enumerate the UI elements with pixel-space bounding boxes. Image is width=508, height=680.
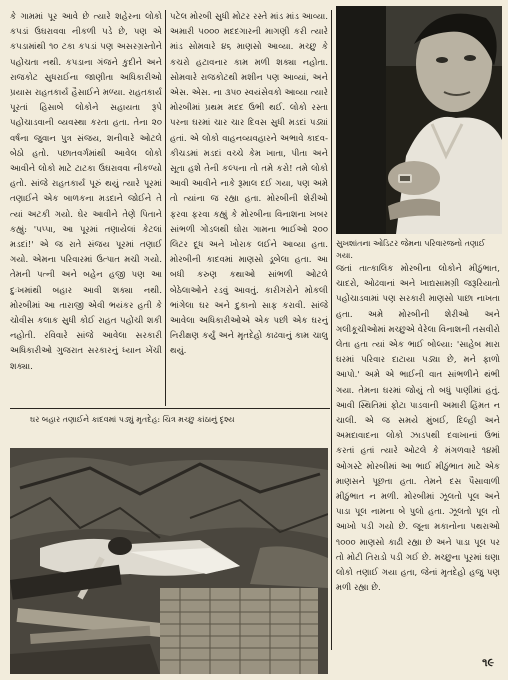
column-divider bbox=[331, 10, 332, 650]
flood-disaster-photo bbox=[10, 448, 328, 674]
article-column-1: કે ગામમાં પૂર આવે છે ત્યારે શહેરના લોકો કપડાં ઉઘરાવવા નીકળી પડે છે, પણ એ કપડામાંથી ૧૦ ટકા કપડાં પણ અસરગ્રસ્તોને પહોંચતા નથી. કપડાના ગંજને કુદીને અને રાજકોટ સુધરાઈના જાણીતા અધિકારીઓ પ્રયાસ રાહતકાર્ય હૈસાઈને મળ્યા. રાહતકાર્ય પૂરતાં હિસાબે લોકોને સહાયતા રૂપે પહોંચાડવાની વ્યવસ્થા કરતા હતા. તેના ૨૦ વર્ષના જુવાન પુત્ર સંજય, શનીવારે ઓટલે બેઠો હતો. પછાતવર્ગમાંથી આવેલ લોકો આવીને લોકો માટે ટાટકા ઉઘરાવવા નીકળ્યો હતો. સાંજે રાહતકાર્ય પૂરું થયું ત્યારે પૂરમાં તણાઈને એક બાળકના મડદાને જોઈને તે ત્યાં અટકી ગયો. ઘેર આવીને તેણે પિતાને કહ્યું: 'પપ્પા, આ પૂરમાં તણાયેલાં કેટલાં મડદાં!' એ જ રાતે સંજય પૂરમાં તણાઈ ગયો. એમના પરિવારમાં ઉત્પાત મચી ગયો. તેમની પત્ની અને બહેન હજી પણ આ દુઃખમાંથી બહાર આવી શક્યા નથી. મોરબીમાં આ તારાજી એવી ભયંકર હતી કે ચોવીસ કલાક સુધી કોઈ રાહત પહોંચી શકી નહોતી. રવિવારે સાંજે આવેલા સરકારી અધિકારીઓ ગુજરાત સરકારનું ધ્યાન ખેંચી શક્યા. bbox=[10, 12, 162, 372]
flood-debris-illustration bbox=[10, 448, 328, 674]
caption-divider bbox=[10, 408, 330, 409]
column-divider bbox=[165, 10, 166, 406]
portrait-caption: સુખશાંતના ઓડિટર જેમના પરિવારજનો તણાઈ ગયા. bbox=[336, 239, 486, 260]
portrait-illustration bbox=[336, 6, 502, 234]
disaster-photo-caption: ઘર બહાર તણાઈને કાદવમાં પડ્યું મૃતદેહ: ચિત્ર મચ્છુ કાંઠાનું દૃશ્ય bbox=[30, 415, 235, 424]
article-column-2: પટેલ મોરબી સુધી મોટર રસ્તે માંડ માંડ આવ્યા. અમારી ૫૦૦૦ મદદગારની માગણી કરી ત્યારે માંડ સોમવારે ૪૬ માણસો આવ્યા. મચ્છુ કે કચરો હટાવનાર કામ મળી શક્યા નહોતા. સોમવારે રાજકોટથી મશીન પણ આવ્યાં, અને એસ. એસ. ના ૩૫૦ સ્વયંસેવકો આવ્યા ત્યારે મોરબીમાં પ્રથમ મદદ ઉભી થઈ. લોકો રસ્તા પરના ઘરમાં ચાર ચાર દિવસ સુધી મડદાં પડ્યાં હતાં. એ લોકો વાહનવ્યવહારને અભાવે કાદવ-કીચડમાં મડદાં વચ્ચે કેમ ખાતા, પીતા અને સૂતા હશે તેની કલ્પના તો તમે કરો! તમે લોકો આવી આવીને નાકે રૂમાલ દઈ ગયા, પણ અમે તો ત્યાંના જ રહ્યા હતા. મોરબીની શેરીઓ ફરવા ફરવા કહ્યું કે મોરબીના વિનાશના ખબર સાંભળી ગોંડલથી ઘોરા ગામના ભાઈઓ ૨૦૦ લિટર દૂધ અને ખોરાક લઈને આવ્યા હતા. મોરબીની કાદવમાં માણસો ડૂબેલા હતા. આ બધી કરુણ કથાઓ સાંભળી ઓટલે બેઠેલાઓને રડવું આવતું. કારીગરોને મોકલી ભાંગેલા ઘર અને દુકાનો સાફ કરાવી. સાંજે આવેલા અધિકારીઓએ એક પછી એક ઘરનું નિરીક્ષણ કર્યું અને મૃતદેહો કાઢવાનું કામ ચાલુ થયું. bbox=[170, 12, 328, 357]
page-number: ૧૯ bbox=[482, 656, 494, 669]
portrait-photo bbox=[336, 6, 502, 234]
article-column-3: જતાં તાત્કાલિક મોરબીના લોકોને મીઠુંભાત, ચાદરો, ઓઢવાનાં અને ખાદ્યસામગ્રી જરૂરિયાતો પહોંચાડવામાં પણ સરકારી માણસો પાછા નાખતા હતા. અમે મોરબીની શેરીઓ અને ગલીકૂચીઓમાં મચ્છુએ વેરેલા વિનાશની તસવીરો લેતા હતા ત્યાં એક ભાઈ બોલ્યા: 'સાહેબ મારા ઘરમાં પરિવાર દાટાયા પડ્યા છે, મને ફાળો આપો.' અમે એ ભાઈની વાત સાંભળીને થંભી ગયા. તેમના ઘરમાં જોયું તો બધું પાણીમાં હતું. આવી સ્થિતિમાં ફોટા પાડવાની અમારી હિંમત ન ચાલી. એ જ સમયે મુંબઈ, દિલ્હી અને અમદાવાદના લોકો ઝાડપથી દવાખાનાં ઉભાં કરતાં હતાં ત્યારે ઓટલે કે મંગળવારે ૧૪મી ઓગસ્ટે મોરબીમાં આ ભાઈ મીઠુંભાત માટે એક માણસને પૂછતા હતા. તેમને દસ પૈસાવાળી મીઠુંભાત ન મળી. મોરબીમાં ઝૂલતો પૂલ અને પાડા પૂલ નામના બે પુલો હતા. ઝૂલતો પૂલ તો આખો પડી ગયો છે. જૂના મકાનોના પથરાઓ ૧૦૦૦ માણસો કાઢી રહ્યા છે અને પાડા પૂલ પર તો મોટી તિરાડો પડી ગઈ છે. મચ્છુના પૂરમાં ઘણા લોકો તણાઈ ગયા હતા, જેનાં મૃતદેહો હજુ પણ મળી રહ્યા છે. bbox=[336, 264, 500, 594]
